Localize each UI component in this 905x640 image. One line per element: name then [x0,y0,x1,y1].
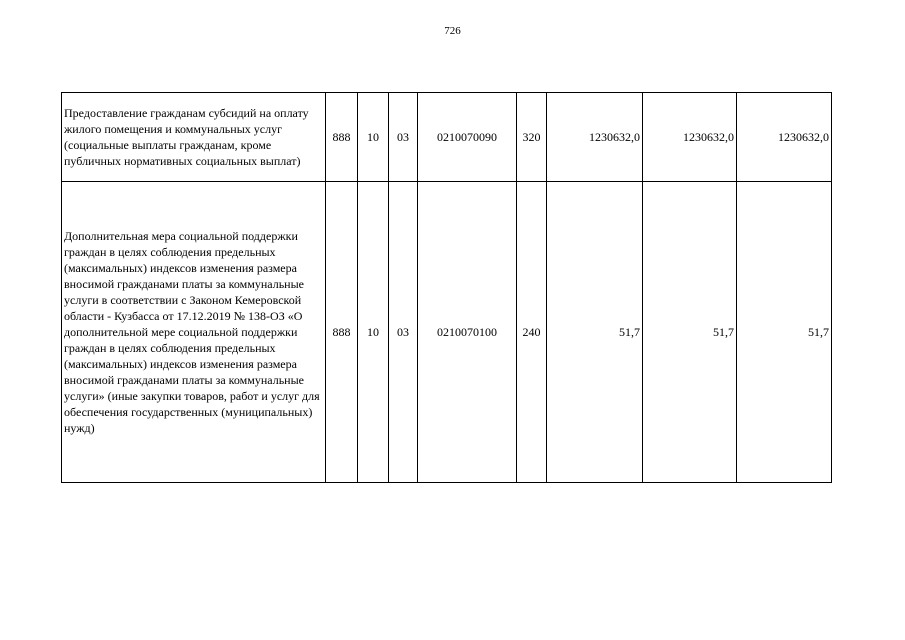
amount-2: 51,7 [643,182,737,483]
budget-table [61,92,832,483]
target-article-code: 0210070100 [418,182,517,483]
section-code: 10 [358,182,389,483]
table-row [62,182,832,483]
table-row [62,93,832,182]
expense-type-code: 320 [517,93,547,182]
amount-1: 1230632,0 [547,93,643,182]
section-code: 10 [358,93,389,182]
amount-3: 51,7 [737,182,832,483]
row-name: Предоставление гражданам субсидий на оплату жилого помещения и коммунальных услуг (социальные выплаты гражданам, кроме публичных нормативных социальных выплат) [62,93,326,182]
ministry-code: 888 [326,93,358,182]
expense-type-code: 240 [517,182,547,483]
subsection-code: 03 [389,182,418,483]
amount-2: 1230632,0 [643,93,737,182]
target-article-code: 0210070090 [418,93,517,182]
subsection-code: 03 [389,93,418,182]
page-number: 726 [444,25,461,37]
row-name: Дополнительная мера социальной поддержки граждан в целях соблюдения предельных (максимальных) индексов изменения размера вносимой гражданами платы за коммунальные услуги в соответствии с Законом Кемеровской области - Кузбасса от 17.12.2019 № 138-ОЗ «О дополнительной мере социальной поддержки граждан в целях соблюдения предельных (максимальных) индексов изменения размера вносимой гражданами платы за коммунальные услуги» (иные закупки товаров, работ и услуг для обеспечения государственных (муниципальных) нужд) [62,182,326,483]
amount-3: 1230632,0 [737,93,832,182]
ministry-code: 888 [326,182,358,483]
amount-1: 51,7 [547,182,643,483]
